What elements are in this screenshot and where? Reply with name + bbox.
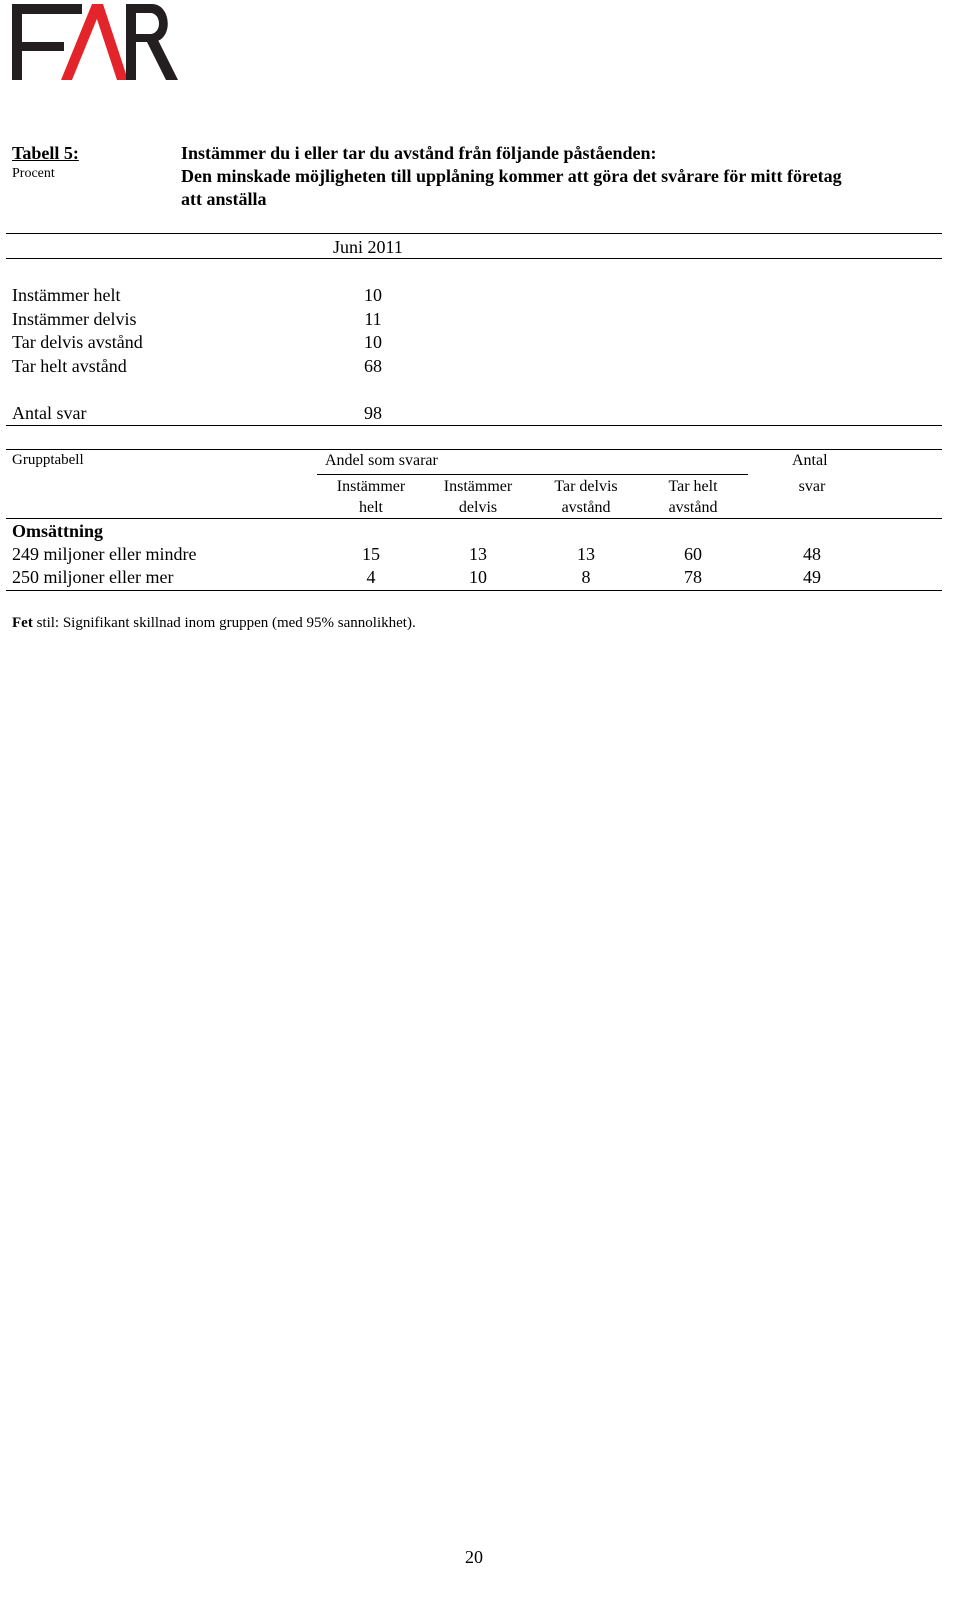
group-row-label: 250 miljoner eller mer	[12, 567, 174, 587]
share-header-underline	[317, 474, 748, 475]
group-header-bottom-rule	[6, 518, 942, 519]
row-label: Tar helt avstånd	[12, 356, 127, 376]
count-header-line1: Antal	[792, 452, 828, 469]
question-line-2: Den minskade möjligheten till upplåning kommer att göra det svårare för mitt företag	[181, 166, 842, 186]
table-top-rule	[6, 233, 942, 234]
row-label: Tar delvis avstånd	[12, 332, 143, 352]
group-cell: 15	[362, 544, 380, 564]
total-value: 98	[364, 403, 382, 423]
group-table-bottom-rule	[6, 590, 942, 591]
group-label: Omsättning	[12, 521, 104, 541]
group-cell: 4	[366, 567, 376, 587]
footnote-rest: stil: Signifikant skillnad inom gruppen (med 95% sannolikhet).	[32, 615, 416, 631]
row-value: 68	[364, 356, 382, 376]
row-value: 10	[364, 332, 382, 352]
row-label: Instämmer helt	[12, 285, 121, 305]
group-cell: 60	[684, 544, 702, 564]
group-cell: 8	[581, 567, 591, 587]
page-number: 20	[465, 1547, 483, 1567]
question-line-3: att anställa	[181, 189, 267, 209]
col-header-line1: Tar delvis	[554, 478, 618, 495]
col-header-line2: avstånd	[668, 499, 718, 516]
group-cell: 13	[577, 544, 595, 564]
table-label: Tabell 5:	[12, 143, 79, 163]
col-header-line1: Instämmer	[336, 478, 406, 495]
header-bottom-rule	[6, 258, 942, 259]
group-table-title: Grupptabell	[12, 452, 84, 468]
group-row-label: 249 miljoner eller mindre	[12, 544, 197, 564]
total-label: Antal svar	[12, 403, 87, 423]
group-cell: 10	[469, 567, 487, 587]
share-header: Andel som svarar	[325, 452, 438, 469]
col-header-line1: Instämmer	[443, 478, 513, 495]
col-header-line1: Tar helt	[668, 478, 718, 495]
far-logo	[12, 4, 178, 82]
question-line-1: Instämmer du i eller tar du avstånd från följande påståenden:	[181, 143, 657, 163]
main-table-bottom-rule	[6, 425, 942, 426]
footnote-bold: Fet	[12, 615, 33, 631]
unit-label: Procent	[12, 166, 55, 181]
group-count: 49	[803, 567, 821, 587]
row-value: 10	[364, 285, 382, 305]
column-header-date: Juni 2011	[333, 237, 403, 257]
row-value: 11	[364, 309, 382, 329]
col-header-line2: delvis	[458, 499, 498, 516]
col-header-line2: helt	[359, 499, 383, 516]
group-cell: 13	[469, 544, 487, 564]
row-label: Instämmer delvis	[12, 309, 137, 329]
footnote	[12, 615, 416, 632]
col-header-line2: avstånd	[561, 499, 611, 516]
group-count: 48	[803, 544, 821, 564]
group-cell: 78	[684, 567, 702, 587]
group-table-top-rule	[6, 449, 942, 450]
count-header-line2: svar	[798, 478, 826, 495]
